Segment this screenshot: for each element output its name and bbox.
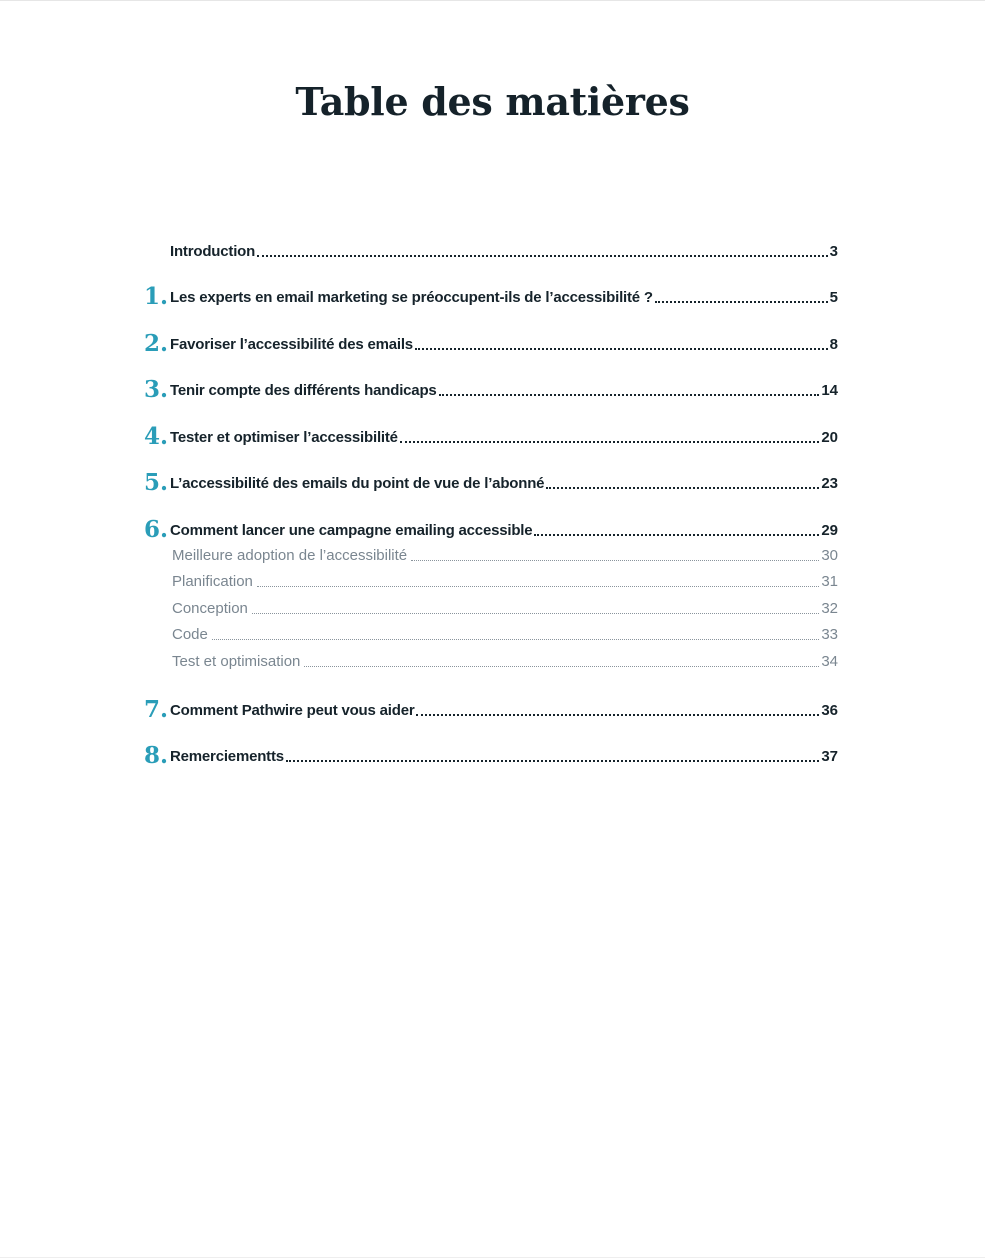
toc-subentry[interactable] [172, 651, 838, 671]
dot-leader [534, 534, 819, 536]
toc-subentry-page: 32 [821, 600, 838, 617]
toc-subentry[interactable] [172, 598, 838, 618]
toc-entry-page: 3 [829, 243, 838, 260]
toc-entry-label: L’accessibilité des emails du point de vue de l’abonné [170, 475, 545, 492]
toc-entry-page: 5 [829, 289, 838, 306]
toc-entry-number: 4. [143, 423, 168, 450]
page-title: Table des matières [295, 79, 690, 124]
toc-subentry[interactable] [172, 624, 838, 644]
toc-entry-label: Tenir compte des différents handicaps [170, 382, 437, 399]
toc-entry-8[interactable] [140, 742, 838, 769]
toc-entry-page: 29 [821, 522, 838, 539]
toc-entry-page: 20 [821, 429, 838, 446]
toc-entry-label: Tester et optimiser l’accessibilité [170, 429, 398, 446]
toc-entry-4[interactable] [140, 423, 838, 450]
toc-entry-page: 14 [821, 382, 838, 399]
toc-entry-number: 8. [143, 742, 168, 769]
toc-entry-1[interactable] [140, 283, 838, 310]
toc-subentry[interactable] [172, 545, 838, 565]
toc-entry-label: Remerciementts [170, 748, 284, 765]
dot-leader [257, 255, 828, 257]
toc-entry-label: Comment lancer une campagne emailing accessible [170, 522, 533, 539]
toc-subentry[interactable] [172, 571, 838, 591]
dot-leader [655, 301, 828, 303]
dot-leader [546, 487, 819, 489]
toc-entry-label: Introduction [170, 243, 256, 260]
toc-entry-number: 6. [143, 516, 168, 543]
toc-entry-7[interactable] [140, 696, 838, 723]
toc-subentry-label: Planification [172, 573, 253, 590]
toc-entry-2[interactable] [140, 330, 838, 357]
toc-subentry-page: 34 [821, 653, 838, 670]
dot-leader [252, 613, 819, 614]
toc-subentry-page: 31 [821, 573, 838, 590]
toc-entry-number: 1. [143, 283, 168, 310]
dot-leader [212, 639, 819, 640]
toc-entry-5[interactable] [140, 469, 838, 496]
toc-entry-number: 7. [143, 696, 168, 723]
dot-leader [304, 666, 819, 667]
toc-entry-page: 36 [821, 702, 838, 719]
toc-subentry-page: 33 [821, 626, 838, 643]
toc-entry-3[interactable] [140, 376, 838, 403]
dot-leader [400, 441, 819, 443]
toc-subentry-label: Test et optimisation [172, 653, 301, 670]
toc-entry-page: 8 [829, 336, 838, 353]
toc-entry-number: 5. [143, 469, 168, 496]
dot-leader [439, 394, 820, 396]
dot-leader [416, 714, 819, 716]
toc-entry-page: 37 [821, 748, 838, 765]
toc-entry-label: Les experts en email marketing se préoccupent-ils de l’accessibilité ? [170, 289, 653, 306]
dot-leader [257, 586, 819, 587]
toc-entry-introduction[interactable] [140, 237, 838, 261]
dot-leader [286, 760, 819, 762]
dot-leader [415, 348, 828, 350]
toc-entry-label: Comment Pathwire peut vous aider [170, 702, 415, 719]
toc-subentry-page: 30 [821, 547, 838, 564]
toc-subentry-label: Code [172, 626, 208, 643]
toc-subentry-label: Conception [172, 600, 248, 617]
toc-subentry-label: Meilleure adoption de l’accessibilité [172, 547, 408, 564]
toc-entry-label: Favoriser l’accessibilité des emails [170, 336, 413, 353]
dot-leader [411, 560, 819, 561]
toc-entry-number: 3. [143, 376, 168, 403]
toc-entry-page: 23 [821, 475, 838, 492]
toc-entry-6[interactable] [140, 516, 838, 543]
toc-entry-number: 2. [143, 330, 168, 357]
